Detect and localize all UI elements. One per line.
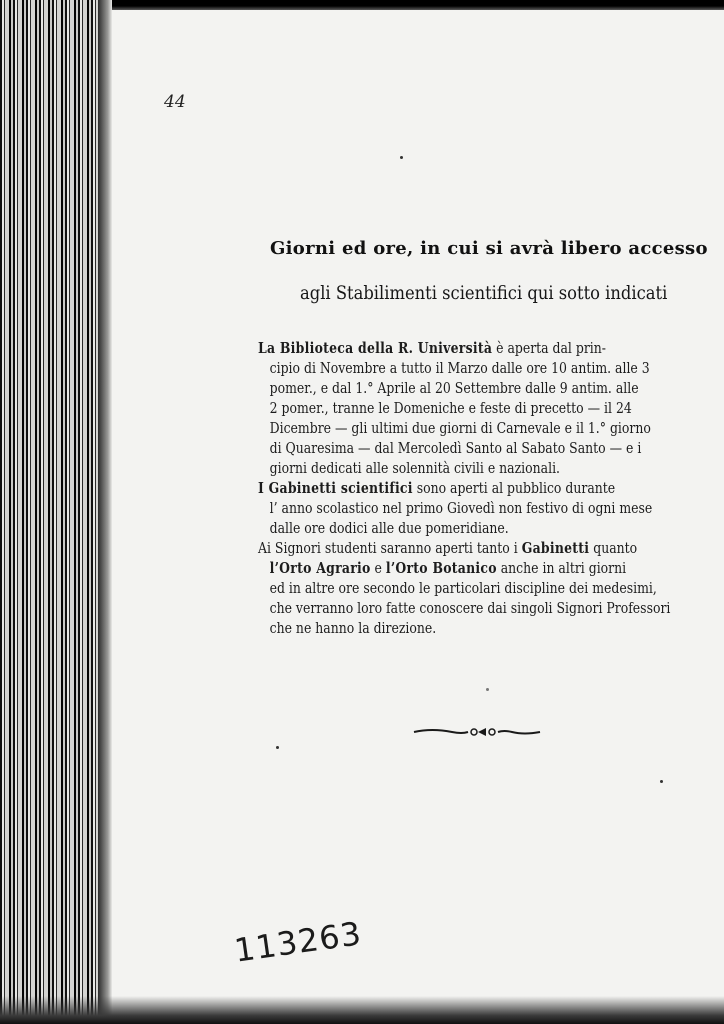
paragraph-1-line: giorni dedicati alle solennità civili e nazionali. bbox=[269, 459, 561, 477]
book-gutter bbox=[0, 0, 112, 1024]
paper-speck bbox=[276, 746, 279, 749]
paragraph-3-bold: l’Orto Botanico bbox=[385, 559, 497, 577]
paragraph-1-line-1 bbox=[258, 338, 698, 358]
ornament-divider bbox=[412, 724, 542, 740]
paragraph-2-line: l’ anno scolastico nel primo Giovedì non festivo di ogni mese bbox=[269, 499, 653, 517]
paragraph-3-line-2 bbox=[258, 558, 710, 578]
paragraph-3-line-1 bbox=[258, 538, 698, 558]
handwritten-inventory-number: 113263 bbox=[232, 914, 365, 970]
paper-speck bbox=[400, 156, 403, 159]
paragraph-1-lead: La Biblioteca della R. Università bbox=[258, 339, 493, 357]
paragraph-3-text: quanto bbox=[589, 539, 638, 557]
page-number: 44 bbox=[164, 92, 186, 112]
body-text bbox=[258, 338, 698, 638]
paragraph-1-line: Dicembre — gli ultimi due giorni di Carnevale e il 1.° giorno bbox=[269, 419, 651, 437]
paragraph-3-line: ed in altre ore secondo le particolari discipline dei medesimi, bbox=[269, 579, 657, 597]
paragraph-3-line: che verranno loro fatte conoscere dai singoli Signori Professori bbox=[269, 599, 671, 617]
paragraph-1-line: di Quaresima — dal Mercoledì Santo al Sabato Santo — e i bbox=[269, 439, 642, 457]
paragraph-1-line: cipio di Novembre a tutto il Marzo dalle ore 10 antim. alle 3 bbox=[269, 359, 650, 377]
paragraph-3-line: che ne hanno la direzione. bbox=[269, 619, 437, 637]
paragraph-2-lead: I Gabinetti scientifici bbox=[258, 479, 413, 497]
paragraph-2-line: dalle ore dodici alle due pomeridiane. bbox=[269, 519, 509, 537]
paragraph-2-line-1 bbox=[258, 478, 698, 498]
bottom-scan-edge bbox=[0, 996, 724, 1024]
paragraph-3-bold: l’Orto Agrario bbox=[269, 559, 371, 577]
paragraph-3-text: e bbox=[370, 559, 386, 577]
paragraph-1-line: 2 pomer., tranne le Domeniche e feste di precetto — il 24 bbox=[269, 399, 632, 417]
paragraph-1-line: pomer., e dal 1.° Aprile al 20 Settembre dalle 9 antim. alle bbox=[269, 379, 639, 397]
paper-speck bbox=[486, 688, 489, 691]
heading-line-2: agli Stabilimenti scientifici qui sotto indicati bbox=[300, 282, 668, 304]
paragraph-3-text: Ai Signori studenti saranno aperti tanto i bbox=[258, 539, 522, 557]
paragraph-3-text: anche in altri giorni bbox=[496, 559, 627, 577]
paragraph-2-text: sono aperti al pubblico durante bbox=[412, 479, 616, 497]
heading-line-1: Giorni ed ore, in cui si avrà libero accesso bbox=[270, 238, 708, 259]
paper-speck bbox=[660, 780, 663, 783]
paragraph-1-text: è aperta dal prin- bbox=[492, 339, 607, 357]
paragraph-3-bold: Gabinetti bbox=[521, 539, 590, 557]
